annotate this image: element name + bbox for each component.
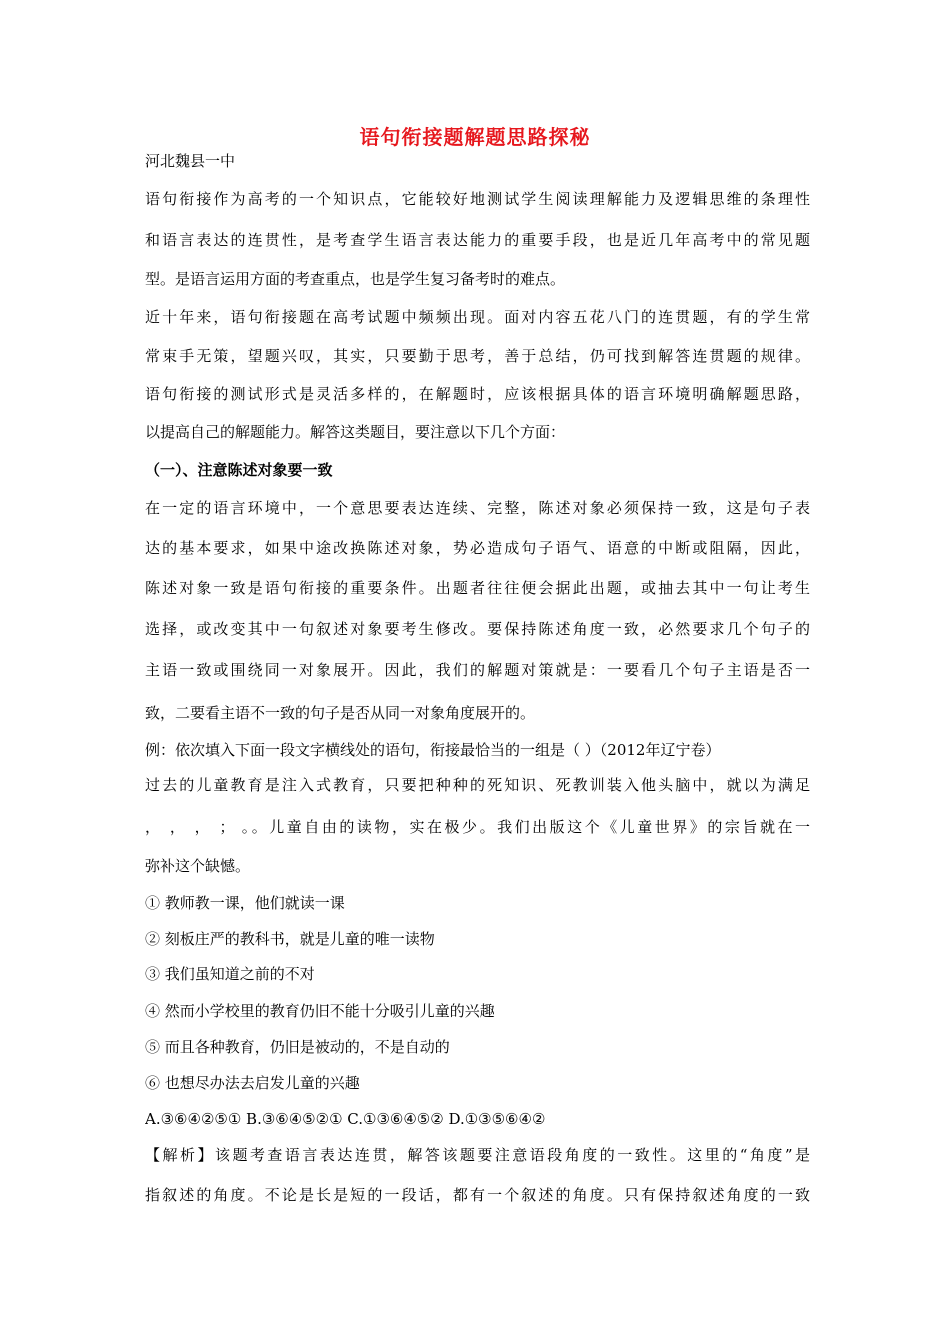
option-item: ⑤ 而且各种教育，仍旧是被动的，不是自动的 (145, 1038, 450, 1056)
body-line: 主语一致或围绕同一对象展开。因此，我们的解题对策就是：一要看几个句子主语是否一 (145, 661, 810, 679)
option-item: ⑥ 也想尽办法去启发儿童的兴趣 (145, 1074, 360, 1092)
body-line: 以提高自己的解题能力。解答这类题目，要注意以下几个方面： (145, 423, 566, 441)
option-item: ④ 然而小学校里的教育仍旧不能十分吸引儿童的兴趣 (145, 1002, 495, 1020)
body-line: 语句衔接的测试形式是灵活多样的，在解题时，应该根据具体的语言环境明确解题思路， (145, 385, 810, 403)
example-text: 弥补这个缺憾。 (145, 857, 251, 875)
option-item: ① 教师教一课，他们就读一课 (145, 894, 345, 912)
analysis-line: 【解析】该题考查语言表达连贯，解答该题要注意语段角度的一致性。这里的“角度”是 (145, 1146, 810, 1164)
example-text: 过去的儿童教育是注入式教育，只要把种种的死知识、死教训装入他头脑中，就以为满足 (145, 776, 810, 794)
analysis-line: 指叙述的角度。不论是长是短的一段话，都有一个叙述的角度。只有保持叙述角度的一致 (145, 1186, 810, 1204)
author-line: 河北魏县一中 (145, 152, 236, 170)
option-item: ② 刻板庄严的教科书，就是儿童的唯一读物 (145, 930, 435, 948)
section-heading: （一）、注意陈述对象要一致 (145, 461, 333, 479)
example-line: 例：依次填入下面一段文字横线处的语句，衔接最恰当的一组是（ ）（2012年辽宁卷） (145, 741, 721, 759)
body-line: 陈述对象一致是语句衔接的重要条件。出题者往往便会据此出题，或抽去其中一句让考生 (145, 579, 810, 597)
body-line: 在一定的语言环境中，一个意思要表达连续、完整，陈述对象必须保持一致，这是句子表 (145, 499, 810, 517)
example-text: ， ， ， ； 。。儿童自由的读物，实在极少。我们出版这个《儿童世界》的宗旨就在一 (145, 818, 810, 836)
body-line: 致，二要看主语不一致的句子是否从同一对象角度展开的。 (145, 704, 536, 722)
answer-choices: A.③⑥④②⑤① B.③⑥④⑤②① C.①③⑥④⑤② D.①③⑤⑥④② (145, 1110, 546, 1128)
body-line: 选择，或改变其中一句叙述对象要考生修改。要保持陈述角度一致，必然要求几个句子的 (145, 620, 810, 638)
body-line: 常束手无策，望题兴叹，其实，只要勤于思考，善于总结，仍可找到解答连贯题的规律。 (145, 347, 810, 365)
body-line: 和语言表达的连贯性，是考查学生语言表达能力的重要手段，也是近几年高考中的常见题 (145, 231, 810, 249)
body-line: 型。是语言运用方面的考查重点，也是学生复习备考时的难点。 (145, 270, 566, 288)
option-item: ③ 我们虽知道之前的不对 (145, 965, 315, 983)
document-title: 语句衔接题解题思路探秘 (359, 125, 591, 149)
body-line: 语句衔接作为高考的一个知识点，它能较好地测试学生阅读理解能力及逻辑思维的条理性 (145, 190, 810, 208)
body-line: 近十年来，语句衔接题在高考试题中频频出现。面对内容五花八门的连贯题，有的学生常 (145, 308, 810, 326)
body-line: 达的基本要求，如果中途改换陈述对象，势必造成句子语气、语意的中断或阻隔，因此， (145, 539, 810, 557)
